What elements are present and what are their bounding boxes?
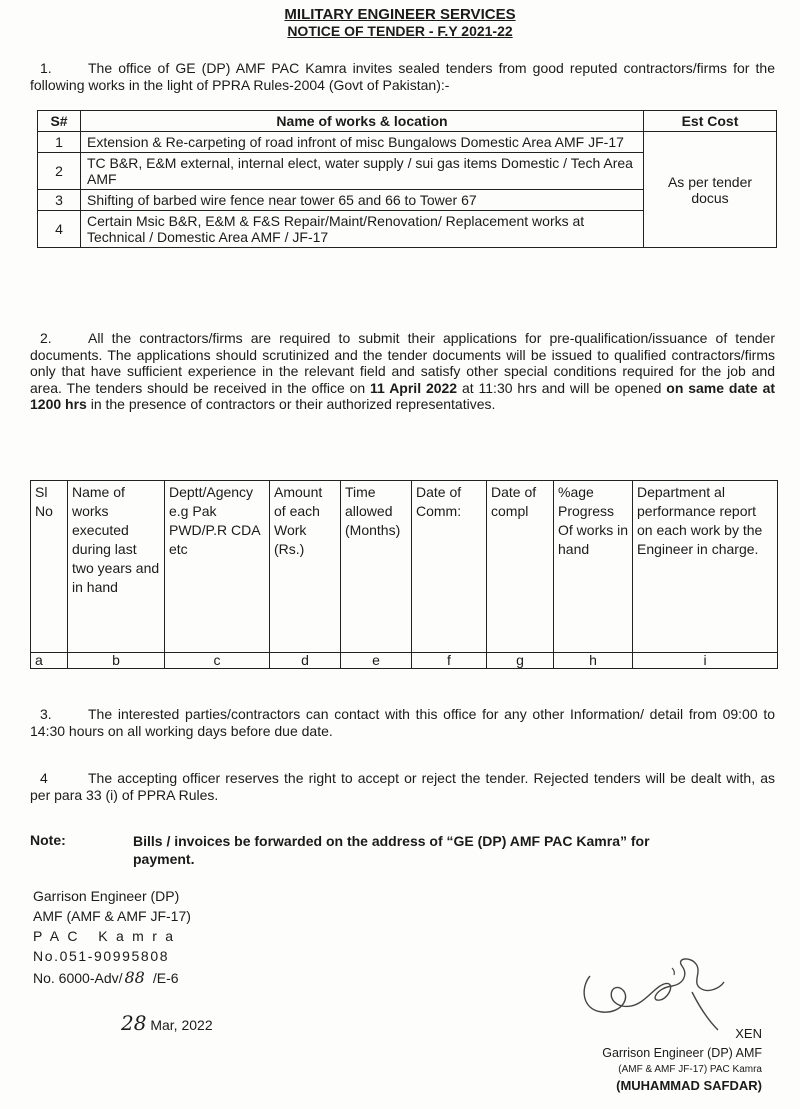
signer-rank: XEN (735, 1026, 762, 1041)
submission-date: 11 April 2022 (370, 379, 458, 396)
paragraph-number: 4 (40, 770, 48, 786)
row-sno: 3 (38, 190, 81, 211)
signer-name: (MUHAMMAD SAFDAR) (616, 1078, 762, 1093)
column-letter: b (68, 653, 165, 669)
paragraph-text: The office of GE (DP) AMF PAC Kamra invites sealed tenders from good reputed contractors/firms for the following works in the light of PPRA Rules-2004 (Govt of Pakistan):- (30, 60, 775, 93)
header-cell: Amount of each Work (Rs.) (270, 481, 341, 653)
paragraph-text-a: All the contractors/firms are required to submit their applications for pre-qualification/issuance of tender documents. The applications should scrutinized and the tender documents will be issued to qualified contractors/firms only that have sufficient experience in the relevant field and satisfy other special conditions required for the job and area. The tenders should be received in the office on (30, 330, 775, 396)
header-cell: %age Progress Of works in hand (554, 481, 633, 653)
paragraph-number: 1. (40, 60, 52, 76)
address-line: AMF (AMF & AMF JF-17) (33, 908, 191, 924)
reference-number (33, 968, 179, 987)
row-work-name: Shifting of barbed wire fence near tower 65 and 66 to Tower 67 (81, 190, 644, 211)
address-line: Garrison Engineer (DP) (33, 888, 180, 904)
header-cell: Date of compl (487, 481, 554, 653)
paragraph-text: The accepting officer reserves the right to accept or reject the tender. Rejected tenders will be dealt with, as per para 33 (i) of PPRA Rules. (30, 770, 775, 803)
paragraph-2 (30, 330, 775, 413)
row-sno: 2 (38, 153, 81, 190)
column-letter: c (165, 653, 270, 669)
date-month-year: Mar, 2022 (150, 1017, 213, 1033)
header-cell: Name of works executed during last two years and in hand (68, 481, 165, 653)
opening-time: on same date at 1200 hrs (30, 379, 776, 412)
column-letter: a (31, 653, 68, 669)
note-text: Bills / invoices be forwarded on the address of “GE (DP) AMF PAC Kamra” for payment. (133, 833, 650, 867)
address-line: PAC Kamra (33, 928, 182, 944)
row-work-name: Certain Msic B&R, E&M & F&S Repair/Maint/Renovation/ Replacement works at Technical / Domestic Area AMF / JF-17 (81, 211, 644, 248)
column-letter: h (554, 653, 633, 669)
est-cost-value (644, 132, 777, 248)
column-letter: d (270, 653, 341, 669)
signature-scribble (572, 948, 732, 1038)
column-letter: i (633, 653, 778, 669)
paragraph-number: 3. (40, 706, 52, 722)
row-work-name: Extension & Re-carpeting of road infront of misc Bungalows Domestic Area AMF JF-17 (81, 132, 644, 153)
ref-prefix: No. 6000-Adv/ (33, 970, 123, 986)
paragraph-3 (30, 706, 775, 739)
experience-table (30, 480, 778, 669)
paragraph-number: 2. (40, 330, 52, 346)
column-letter: e (341, 653, 412, 669)
notice-title: NOTICE OF TENDER - F.Y 2021-22 (287, 23, 513, 39)
header-cell: Sl No (31, 481, 68, 653)
column-letter-row (31, 653, 778, 669)
est-cost-text: As per tender docus (667, 173, 753, 206)
table-header-row (38, 111, 777, 132)
ref-handwritten: 88 (124, 968, 145, 987)
row-sno: 1 (38, 132, 81, 153)
issue-date (121, 1011, 213, 1035)
ref-suffix: /E-6 (152, 970, 179, 986)
row-sno: 4 (38, 211, 81, 248)
phone-number: No.051-90995808 (33, 948, 170, 964)
header-cell: Deptt/Agency e.g Pak PWD/P.R CDA etc (165, 481, 270, 653)
signer-unit: (AMF & AMF JF-17) PAC Kamra (618, 1064, 762, 1075)
paragraph-4 (30, 770, 775, 803)
header-cell: Date of Comm: (412, 481, 487, 653)
paragraph-text-b: at 11:30 hrs and will be opened (457, 379, 667, 396)
column-letter: f (412, 653, 487, 669)
column-letter: g (487, 653, 554, 669)
row-work-name: TC B&R, E&M external, internal elect, water supply / sui gas items Domestic / Tech Area AMF (81, 153, 644, 190)
name-header: Name of works & location (81, 111, 644, 132)
note-label: Note: (30, 832, 66, 848)
paragraph-text: The interested parties/contractors can contact with this office for any other Information/ detail from 09:00 to 14:30 hours on all working days before due date. (30, 706, 775, 739)
table-header-row (31, 481, 778, 653)
works-table (37, 110, 777, 248)
sno-header: S# (38, 111, 81, 132)
header-cell: Time allowed (Months) (341, 481, 412, 653)
signer-title: Garrison Engineer (DP) AMF (602, 1046, 762, 1060)
cost-header: Est Cost (644, 111, 777, 132)
document-title: MILITARY ENGINEER SERVICES (284, 6, 516, 23)
date-day: 28 (121, 1011, 147, 1035)
table-row (38, 132, 777, 153)
paragraph-1 (30, 60, 775, 93)
paragraph-text-c: in the presence of contractors or their authorized representatives. (86, 396, 496, 412)
header-cell: Department al performance report on each work by the Engineer in charge. (633, 481, 778, 653)
